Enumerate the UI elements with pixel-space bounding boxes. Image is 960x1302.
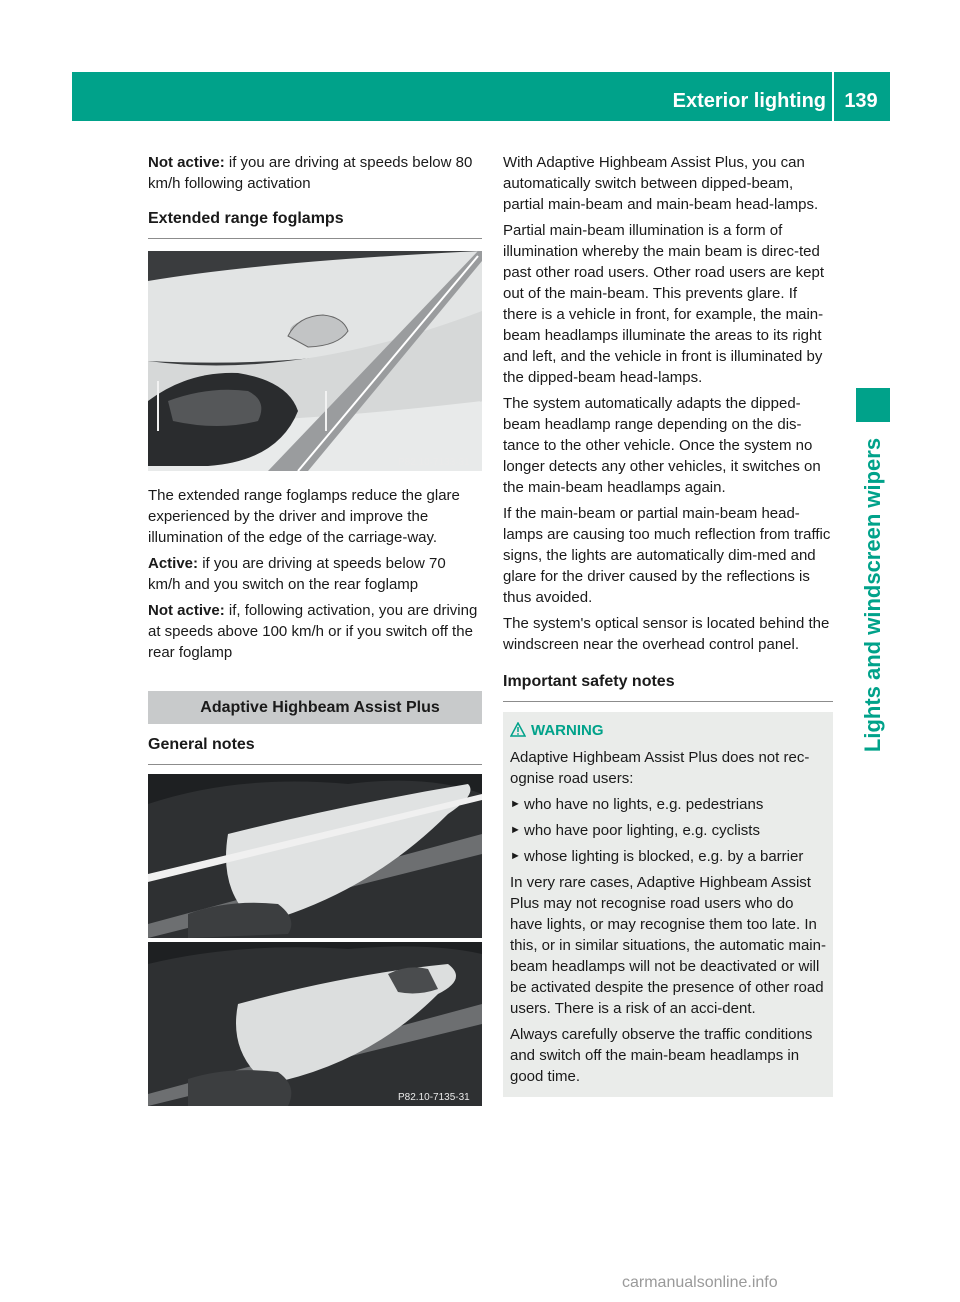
left-column [148,152,482,1106]
warning-box [503,712,833,1097]
warning-risk-paragraph: In very rare cases, Adaptive Highbeam Assist Plus may not recognise road users who do have lights, or may recognise them too late. In this, or in similar situations, the automatic main-beam headlamps will not be deactivated or will be activated despite the presence of other road users. There is a risk of an acci-dent. [510,874,826,1017]
list-item [510,794,826,815]
list-item [510,820,826,841]
list-item-text: whose lighting is blocked, e.g. by a barrier [524,848,804,865]
active-paragraph [148,553,482,595]
foglamps-description: The extended range foglamps reduce the glare experienced by the driver and improve the illumination of the edge of the carriage-way. [148,487,460,546]
warning-advice-paragraph: Always carefully observe the traffic conditions and switch off the main-beam headlamps in good time. [510,1026,813,1085]
partial-main-beam-paragraph: Partial main-beam illumination is a form of illumination whereby the main beam is direc-ted past other road users. Other road users are kept out of the main-beam. This prevents glare. If there is a vehicle in front, for example, the main-beam headlamps illuminate the areas to its right and left, and the vehicle in front is illuminated by the dipped-beam head-lamps. [503,222,824,386]
not-active-paragraph [148,152,482,194]
bullet-icon: ► [510,824,521,836]
warning-intro: Adaptive Highbeam Assist Plus does not rec-ognise road users: [510,749,810,787]
reflection-paragraph: If the main-beam or partial main-beam head-lamps are causing too much reflection from traffic signs, the lights are automatically dim-med and glare for the driver caused by the reflections is thus avoided. [503,505,831,606]
heading-rule-2 [148,764,482,765]
warning-title: WARNING [531,722,604,739]
figure-code: P82.10-7133-31 [398,457,470,468]
figure-code-2: P82.10-7135-31 [398,1092,470,1103]
list-item-text: who have poor lighting, e.g. cyclists [524,822,760,839]
not-active-label: Not active: [148,154,225,171]
not-active-label-2: Not active: [148,602,225,619]
active-label: Active: [148,555,199,572]
watermark: carmanualsonline.info [622,1274,778,1291]
not-active-text-2: if, following activation, you are driving at speeds above 100 km/h or if you switch off the rear foglamp [148,602,478,661]
general-notes-heading: General notes [148,736,255,753]
warning-triangle-icon [510,722,526,737]
list-item [510,846,826,867]
range-adapt-paragraph: The system automatically adapts the dipped-beam headlamp range depending on the dis-tance to the other vehicle. Once the system no longer detects any other vehicles, it switches on the main-beam headlamps again. [503,395,821,496]
foglamps-illustration [148,251,482,471]
active-text: if you are driving at speeds below 70 km/h and you switch on the rear foglamp [148,555,446,593]
not-active-text: if you are driving at speeds below 80 km/h following activation [148,154,473,192]
heading-rule [148,238,482,239]
bullet-icon: ► [510,798,521,810]
sensor-paragraph: The system's optical sensor is located behind the windscreen near the overhead control panel. [503,615,830,653]
intro-paragraph: With Adaptive Highbeam Assist Plus, you can automatically switch between dipped-beam, partial main-beam and main-beam head-lamps. [503,154,819,213]
right-column [503,152,833,1097]
page-section-title: Exterior lighting [672,90,826,112]
heading-rule-3 [503,701,833,702]
page-number: 139 [844,90,878,112]
warning-header [510,720,826,741]
section-band-title: Adaptive Highbeam Assist Plus [148,691,482,724]
side-tab-label: Lights and windscreen wipers [860,437,885,753]
foglamps-heading: Extended range foglamps [148,210,344,227]
highbeam-illustration [148,774,482,1106]
bullet-icon: ► [510,850,521,862]
safety-notes-heading: Important safety notes [503,673,675,690]
not-active-paragraph-2 [148,600,482,663]
header-divider [832,72,834,121]
warning-list [510,794,826,867]
list-item-text: who have no lights, e.g. pedestrians [524,796,764,813]
